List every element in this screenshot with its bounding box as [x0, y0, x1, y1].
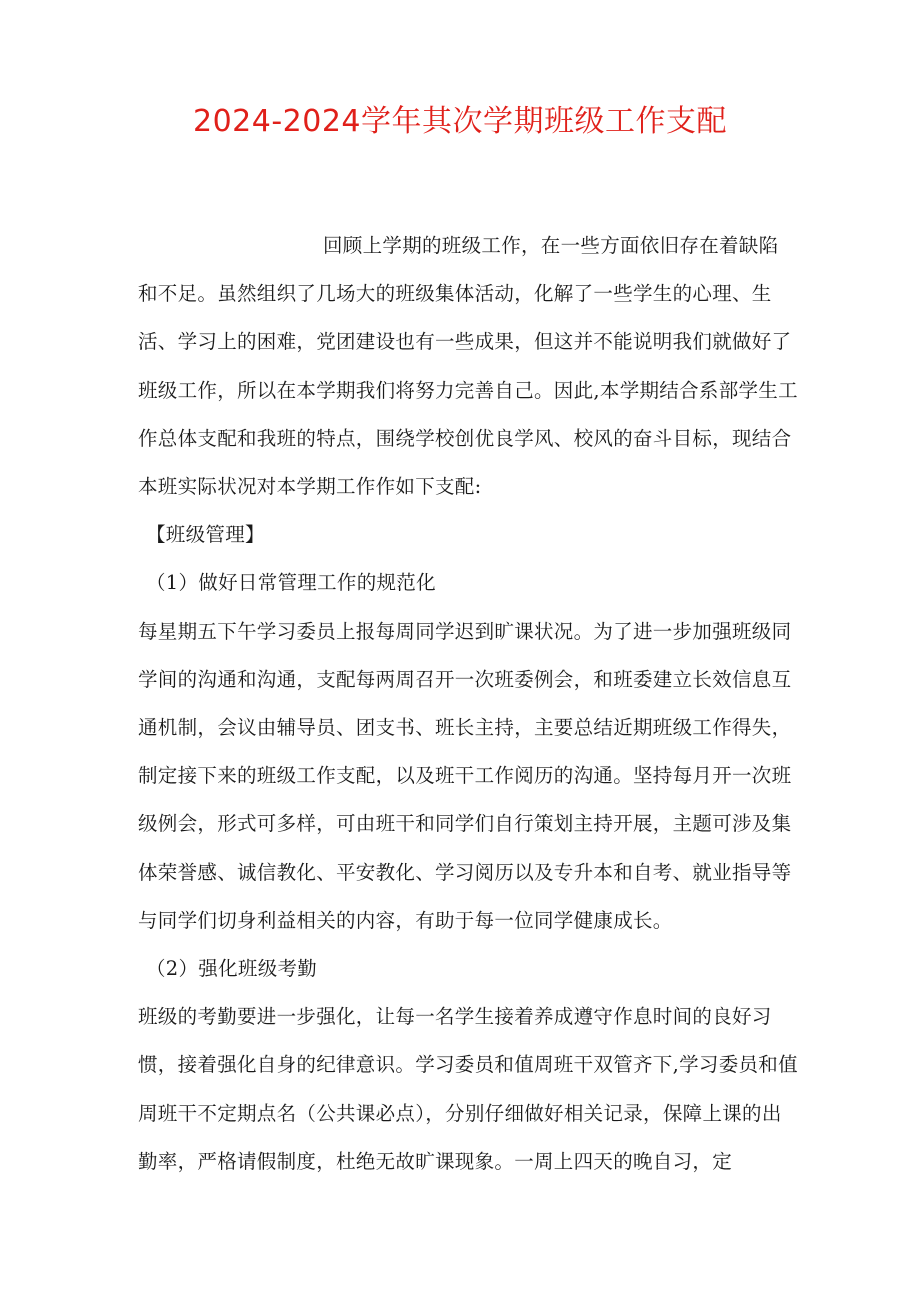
document-title: 2024-2024学年其次学期班级工作支配: [192, 104, 728, 139]
intro-paragraph: 回顾上学期的班级工作，在一些方面依旧存在着缺陷和不足。虽然组织了几场大的班级集体活动，化解了一些学生的心理、生活、学习上的困难，党团建设也有一些成果，但这并不能说明我们就做好了班级工作，所以在本学期我们将努力完善自己。因此,本学期结合系部学生工作总体支配和我班的特点，围绕学校创优良学风、校风的奋斗目标，现结合本班实际状况对本学期工作作如下支配:: [138, 234, 798, 499]
item-1-paragraph: 每星期五下午学习委员上报每周同学迟到旷课状况。为了进一步加强班级同学间的沟通和沟通，支配每两周召开一次班委例会，和班委建立长效信息互通机制，会议由辅导员、团支书、班长主持，主要总结近期班级工作得失，制定接下来的班级工作支配，以及班干工作阅历的沟通。坚持每月开一次班级例会，形式可多样，可由班干和同学们自行策划主持开展，主题可涉及集体荣誉感、诚信教化、平安教化、学习阅历以及专升本和自考、就业指导等与同学们切身利益相关的内容，有助于每一位同学健康成长。: [138, 619, 792, 932]
section-heading: 【班级管理】: [146, 523, 265, 547]
document-body: [138, 222, 798, 1186]
item-2-heading: （2）强化班级考勤: [146, 957, 318, 981]
item-2-paragraph: 班级的考勤要进一步强化，让每一名学生接着养成遵守作息时间的良好习惯，接着强化自身的纪律意识。学习委员和值周班干双管齐下,学习委员和值周班干不定期点名（公共课必点），分别仔细做好相关记录，保障上课的出勤率，严格请假制度，杜绝无故旷课现象。一周上四天的晚自习，定: [138, 1005, 798, 1173]
item-1-heading: （1）做好日常管理工作的规范化: [146, 571, 436, 595]
